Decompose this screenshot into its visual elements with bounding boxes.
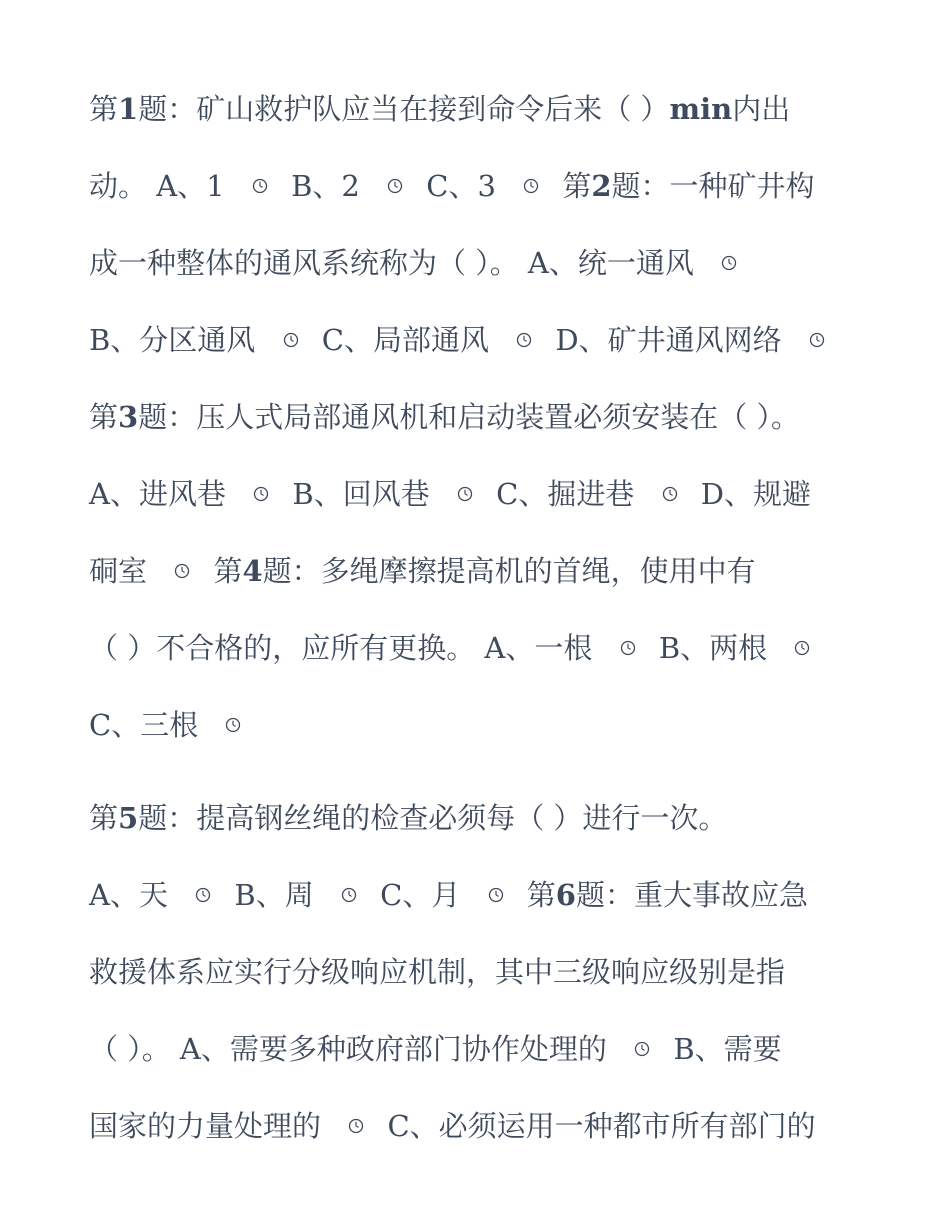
option-label: D、规避 bbox=[700, 477, 812, 511]
question-prefix: 第 bbox=[89, 801, 119, 835]
radio-option-icon[interactable] bbox=[523, 178, 539, 194]
radio-option-icon[interactable] bbox=[662, 486, 678, 502]
radio-option-icon[interactable] bbox=[457, 486, 473, 502]
option-label: 动。 A、1 bbox=[89, 169, 225, 203]
question-text: 成一种整体的通风系统称为（ ）。 A、统一通风 bbox=[89, 246, 694, 280]
text-line-q6-options bbox=[89, 1027, 782, 1067]
radio-option-icon[interactable] bbox=[225, 717, 241, 733]
option-label: B、回风巷 bbox=[292, 477, 430, 511]
question-prefix: 第 bbox=[526, 878, 556, 912]
text-line-q6-options-cont bbox=[89, 1104, 816, 1144]
question-prefix: 第 bbox=[562, 169, 592, 203]
option-label: （ ）。 A、需要多种政府部门协作处理的 bbox=[89, 1032, 607, 1066]
option-label: A、进风巷 bbox=[89, 477, 226, 511]
question-text: 题：一种矿井构 bbox=[611, 169, 815, 203]
option-label: 硐室 bbox=[89, 554, 148, 588]
radio-option-icon[interactable] bbox=[174, 563, 190, 579]
radio-option-icon[interactable] bbox=[809, 332, 825, 348]
option-label: C、局部通风 bbox=[321, 323, 489, 357]
question-number: 4 bbox=[242, 554, 263, 588]
text-line-q5-options bbox=[89, 873, 808, 913]
text-line-q3 bbox=[89, 395, 800, 435]
option-label: D、矿井通风网络 bbox=[555, 323, 782, 357]
text-line-q4-options bbox=[89, 626, 824, 666]
radio-option-icon[interactable] bbox=[387, 178, 403, 194]
radio-option-icon[interactable] bbox=[634, 1041, 650, 1057]
text-line-q2-options bbox=[89, 318, 839, 358]
text-line-q4 bbox=[89, 549, 756, 589]
question-text: 题：重大事故应急 bbox=[575, 878, 808, 912]
question-number: 5 bbox=[118, 801, 139, 835]
option-label: A、天 bbox=[89, 878, 168, 912]
option-label: B、需要 bbox=[673, 1032, 782, 1066]
question-text: 题：多绳摩擦提高机的首绳，使用中有 bbox=[262, 554, 756, 588]
radio-option-icon[interactable] bbox=[516, 332, 532, 348]
text-line-q2 bbox=[89, 241, 751, 281]
radio-option-icon[interactable] bbox=[341, 887, 357, 903]
question-text: 题：提高钢丝绳的检查必须每（ ）进行一次。 bbox=[138, 801, 728, 835]
radio-option-icon[interactable] bbox=[253, 486, 269, 502]
option-label: C、三根 bbox=[89, 708, 199, 742]
text-line-q5 bbox=[89, 796, 727, 836]
option-label: B、2 bbox=[291, 169, 360, 203]
text-line-q6 bbox=[89, 950, 785, 990]
question-number: 6 bbox=[555, 878, 576, 912]
option-label: C、月 bbox=[380, 878, 461, 912]
question-prefix: 第 bbox=[89, 92, 119, 126]
option-label: C、必须运用一种都市所有部门的 bbox=[387, 1109, 816, 1143]
question-number: 3 bbox=[118, 400, 139, 434]
radio-option-icon[interactable] bbox=[721, 255, 737, 271]
radio-option-icon[interactable] bbox=[488, 887, 504, 903]
option-label: 国家的力量处理的 bbox=[89, 1109, 322, 1143]
radio-option-icon[interactable] bbox=[195, 887, 211, 903]
text-line-q1 bbox=[89, 87, 790, 127]
question-prefix: 第 bbox=[89, 400, 119, 434]
question-prefix: 第 bbox=[213, 554, 243, 588]
option-label: B、两根 bbox=[658, 631, 768, 665]
radio-option-icon[interactable] bbox=[794, 640, 810, 656]
text-line-q3-options bbox=[89, 472, 811, 512]
option-label: B、周 bbox=[234, 878, 314, 912]
option-label: C、3 bbox=[426, 169, 496, 203]
text-line-q1-options bbox=[89, 164, 815, 204]
unit-text: min bbox=[669, 92, 733, 126]
radio-option-icon[interactable] bbox=[348, 1118, 364, 1134]
question-text: 题：矿山救护队应当在接到命令后来（ ） bbox=[138, 92, 670, 126]
option-label: C、掘进巷 bbox=[496, 477, 635, 511]
question-text: 题：压人式局部通风机和启动装置必须安装在（ ）。 bbox=[138, 400, 800, 434]
question-number: 1 bbox=[118, 92, 139, 126]
text-line-q4-option-c bbox=[89, 703, 255, 743]
question-text: 内出 bbox=[732, 92, 791, 126]
question-number: 2 bbox=[591, 169, 612, 203]
question-text: 救援体系应实行分级响应机制，其中三级响应级别是指 bbox=[89, 955, 786, 989]
radio-option-icon[interactable] bbox=[620, 640, 636, 656]
question-text: （ ）不合格的，应所有更换。 A、一根 bbox=[89, 631, 593, 665]
option-label: B、分区通风 bbox=[89, 323, 256, 357]
radio-option-icon[interactable] bbox=[283, 332, 299, 348]
radio-option-icon[interactable] bbox=[252, 178, 268, 194]
